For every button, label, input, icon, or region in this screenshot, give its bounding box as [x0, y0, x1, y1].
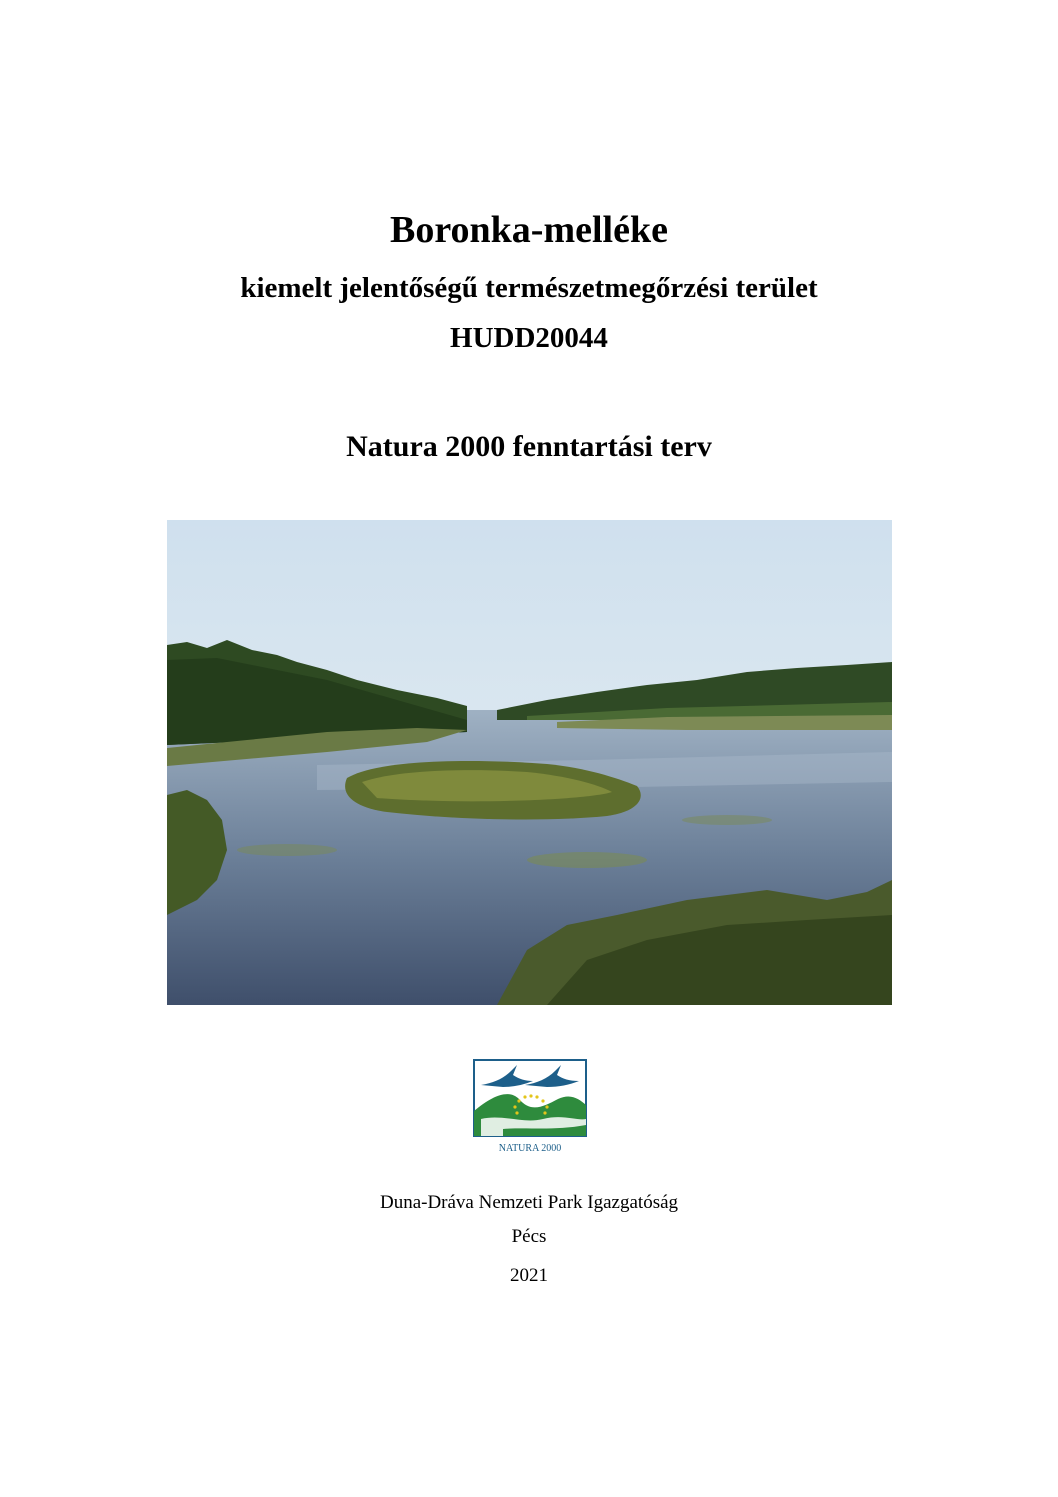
site-code: HUDD20044	[450, 322, 608, 354]
natura-2000-logo	[473, 1059, 587, 1155]
document-type: Natura 2000 fenntartási terv	[346, 430, 712, 463]
year: 2021	[510, 1265, 548, 1286]
document-subtitle: kiemelt jelentőségű természetmegőrzési terület	[240, 272, 818, 304]
city: Pécs	[511, 1226, 547, 1247]
wetland-lake-photo	[167, 520, 892, 1005]
logo-text: NATURA 2000	[498, 1143, 562, 1154]
organization-name: Duna-Dráva Nemzeti Park Igazgatóság	[379, 1192, 679, 1213]
document-title: Boronka-melléke	[390, 209, 668, 251]
